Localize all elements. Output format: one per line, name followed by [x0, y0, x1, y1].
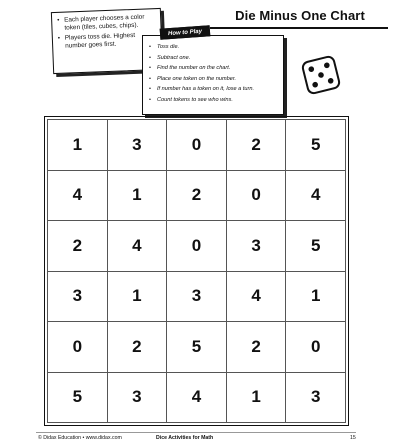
chart-cell[interactable]: 5: [286, 120, 346, 171]
how-to-play-step: • Count tokens to see who wins.: [149, 95, 279, 106]
chart-cell[interactable]: 5: [48, 373, 108, 424]
chart-cell[interactable]: 4: [286, 171, 346, 222]
chart-cell[interactable]: 2: [108, 322, 168, 373]
chart-cell[interactable]: 0: [227, 171, 287, 222]
chart-cell[interactable]: 5: [286, 221, 346, 272]
chart-cell[interactable]: 3: [286, 373, 346, 424]
chart-cell[interactable]: 1: [108, 272, 168, 323]
chart-cell[interactable]: 2: [227, 322, 287, 373]
footer-book-title: Dice Activities for Math: [156, 435, 214, 441]
page-footer: [38, 433, 358, 443]
title-underline: [210, 27, 388, 29]
how-to-play-tab: How to Play: [160, 25, 211, 39]
chart-cell[interactable]: 4: [48, 171, 108, 222]
how-to-play-step: • Subtract one.: [149, 53, 279, 64]
chart-cell[interactable]: 4: [108, 221, 168, 272]
chart-cell[interactable]: 3: [48, 272, 108, 323]
number-chart-grid: [47, 119, 346, 423]
chart-cell[interactable]: 3: [167, 272, 227, 323]
setup-item: • Players toss die. Highest number goes first.: [58, 31, 158, 51]
chart-cell[interactable]: 3: [108, 120, 168, 171]
chart-cell[interactable]: 0: [286, 322, 346, 373]
setup-item: • Each player chooses a color token (tiles, cubes, chips).: [57, 13, 157, 33]
chart-cell[interactable]: 3: [227, 221, 287, 272]
chart-cell[interactable]: 0: [167, 221, 227, 272]
page-title: Die Minus One Chart: [235, 8, 365, 23]
how-to-play-step: • Place one token on the number.: [149, 74, 279, 85]
chart-cell[interactable]: 4: [227, 272, 287, 323]
chart-cell[interactable]: 2: [227, 120, 287, 171]
chart-cell[interactable]: 5: [167, 322, 227, 373]
chart-cell[interactable]: 1: [227, 373, 287, 424]
footer-page-number: 15: [350, 435, 356, 441]
chart-cell[interactable]: 4: [167, 373, 227, 424]
chart-cell[interactable]: 0: [167, 120, 227, 171]
how-to-play-step: • Find the number on the chart.: [149, 63, 279, 74]
how-to-play-step: • If number has a token on it, lose a turn.: [149, 84, 279, 95]
chart-cell[interactable]: 1: [108, 171, 168, 222]
number-chart-board: [44, 116, 349, 426]
die-five-icon: [298, 52, 344, 98]
chart-cell[interactable]: 1: [286, 272, 346, 323]
chart-cell[interactable]: 2: [167, 171, 227, 222]
chart-cell[interactable]: 1: [48, 120, 108, 171]
chart-cell[interactable]: 2: [48, 221, 108, 272]
how-to-play-card: [142, 35, 284, 115]
footer-copyright: © Didax Education • www.didax.com: [38, 435, 122, 441]
how-to-play-steps: [149, 42, 279, 105]
how-to-play-step: • Toss die.: [149, 42, 279, 53]
chart-cell[interactable]: 0: [48, 322, 108, 373]
chart-cell[interactable]: 3: [108, 373, 168, 424]
